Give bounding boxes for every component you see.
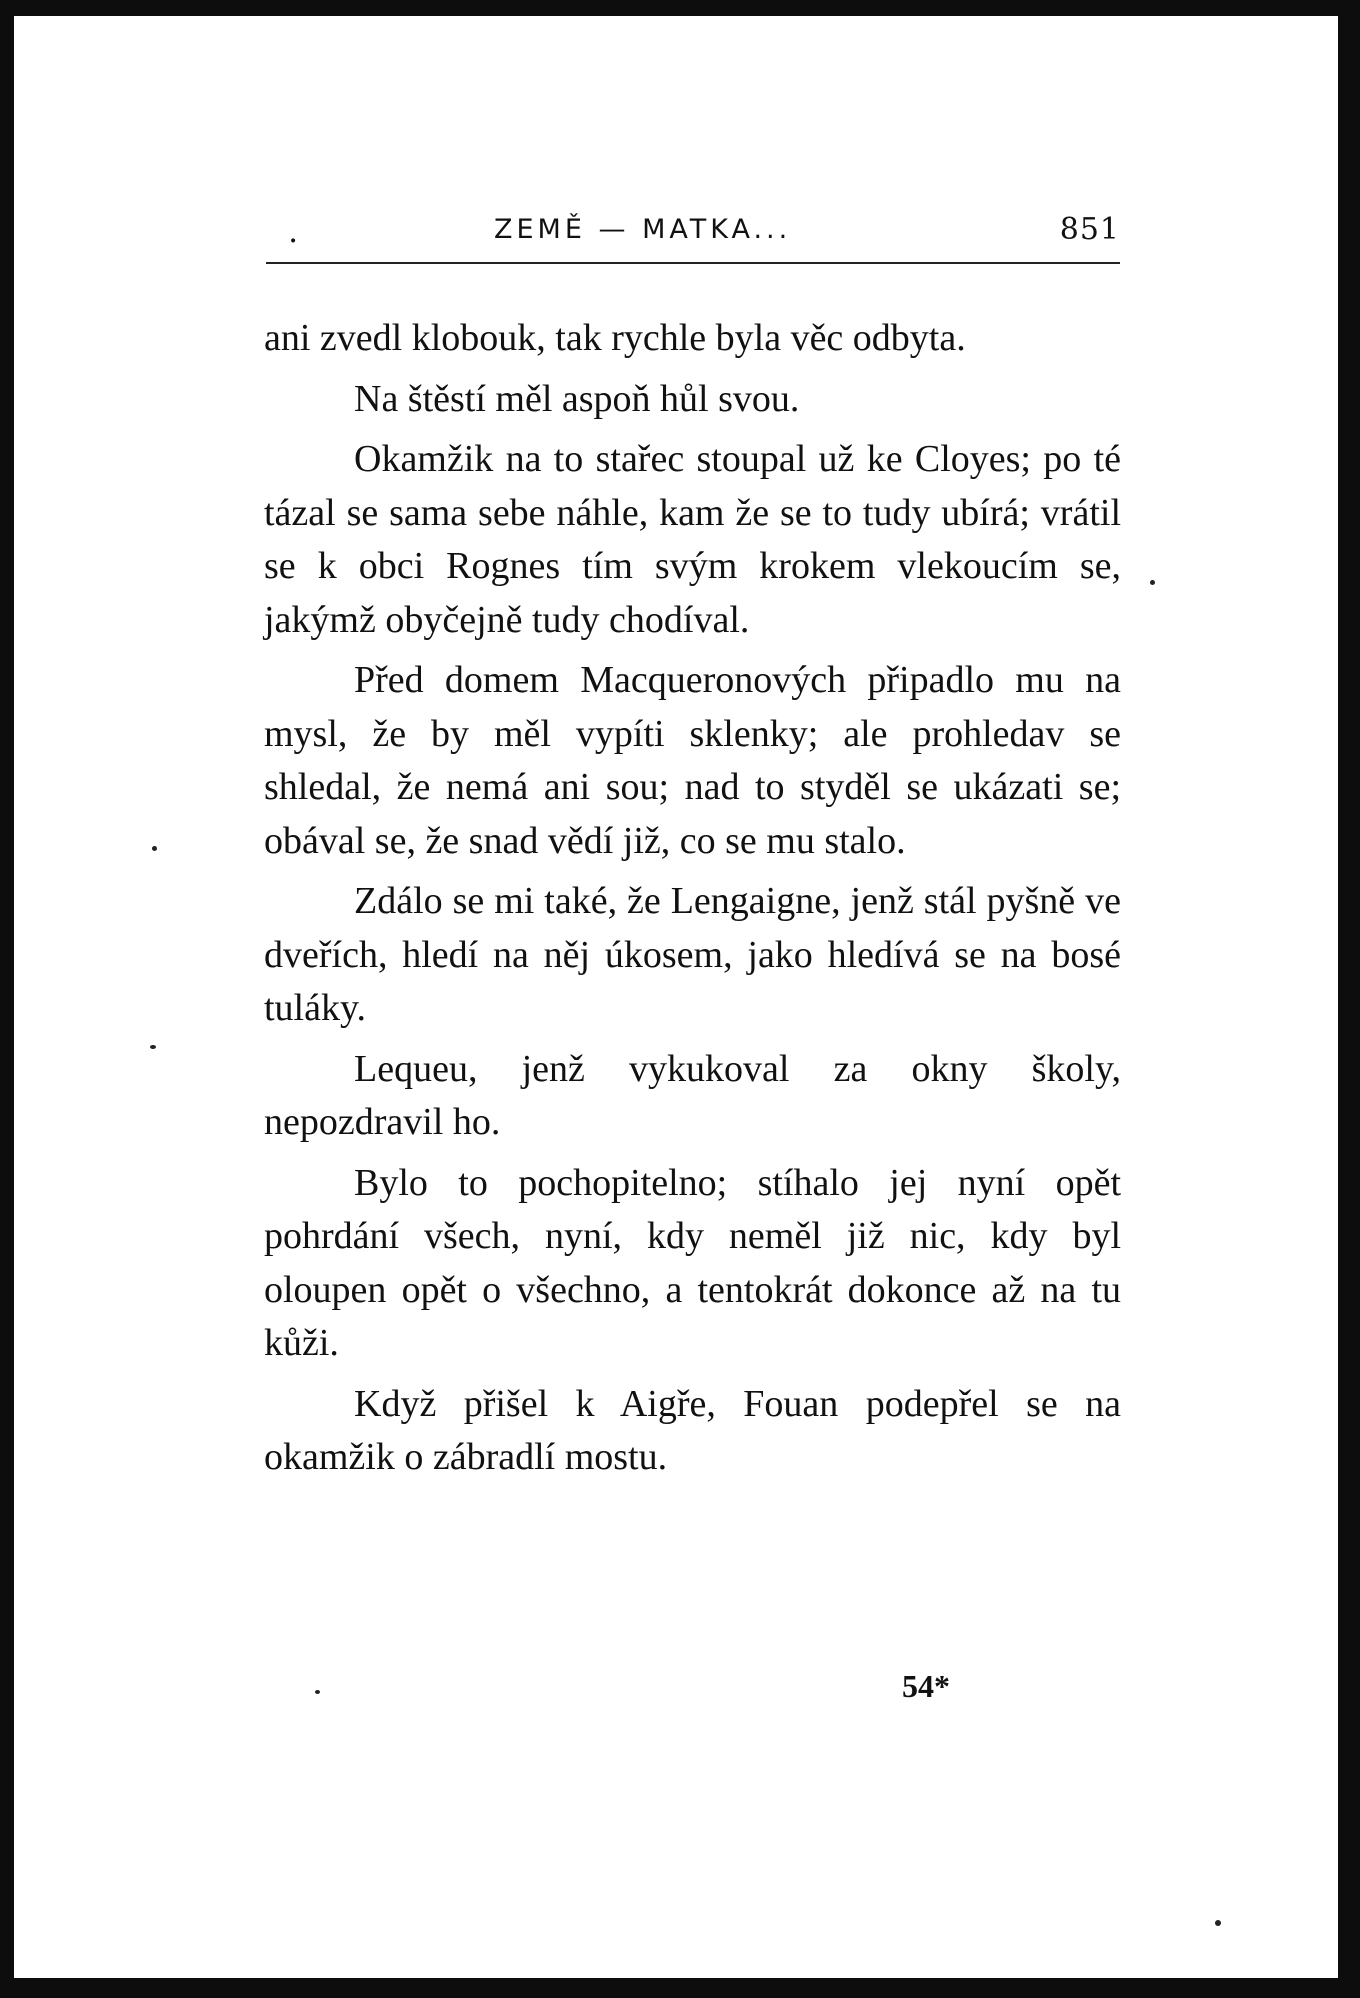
paragraph: Na štěstí měl aspoň hůl svou.: [354, 377, 800, 420]
header-ornament-dot: .: [288, 212, 299, 250]
paragraph: Okamžik na to stařec stoupal už ke Cloyes; po té tázal se sama sebe náhle, kam že se to tudy ubírá; vrátil se k obci Rognes tím svým krokem vlekoucím se, jakýmž obyčejně tudy chodíval.: [264, 438, 1121, 641]
scan-speck: [1215, 1920, 1221, 1926]
scan-speck: [315, 1690, 320, 1694]
body-text: [264, 312, 1121, 1485]
running-title: ZEMĚ — MATKA...: [494, 214, 792, 245]
header-rule: [266, 262, 1120, 264]
running-header: [266, 210, 1120, 258]
scan-border-left: [0, 0, 14, 1998]
paragraph: ani zvedl klobouk, tak rychle byla věc odbyta.: [264, 317, 966, 359]
paragraph: Bylo to pochopitelno; stíhalo jej nyní opět pohrdání všech, nyní, kdy neměl již nic, kdy byl oloupen opět o všechno, a tentokrát dokonce až na tu kůži.: [264, 1161, 1121, 1364]
paragraph: Když přišel k Aigře, Fouan podepřel se na okamžik o zábradlí mostu.: [264, 1382, 1121, 1478]
page-number: 851: [1059, 212, 1120, 247]
scan-border-bottom: [0, 1978, 1360, 1998]
paragraph: Zdálo se mi také, že Lengaigne, jenž stál pyšně ve dveřích, hledí na něj úkosem, jako hledívá se na bosé tuláky.: [264, 880, 1121, 1029]
scan-speck: [152, 846, 157, 851]
scan-border-right: [1338, 0, 1360, 1998]
scan-speck: [150, 1045, 156, 1049]
paragraph: Lequeu, jenž vykukoval za okny školy, nepozdravil ho.: [264, 1047, 1121, 1143]
printer-signature-mark: 54*: [902, 1668, 950, 1704]
scan-speck: [1150, 580, 1155, 585]
scan-border-top: [0, 0, 1360, 16]
paragraph: Před domem Macqueronových připadlo mu na mysl, že by měl vypíti sklenky; ale prohledav se shledal, že nemá ani sou; nad to styděl se ukázati se; obával se, že snad vědí již, co se mu stalo.: [264, 659, 1121, 862]
